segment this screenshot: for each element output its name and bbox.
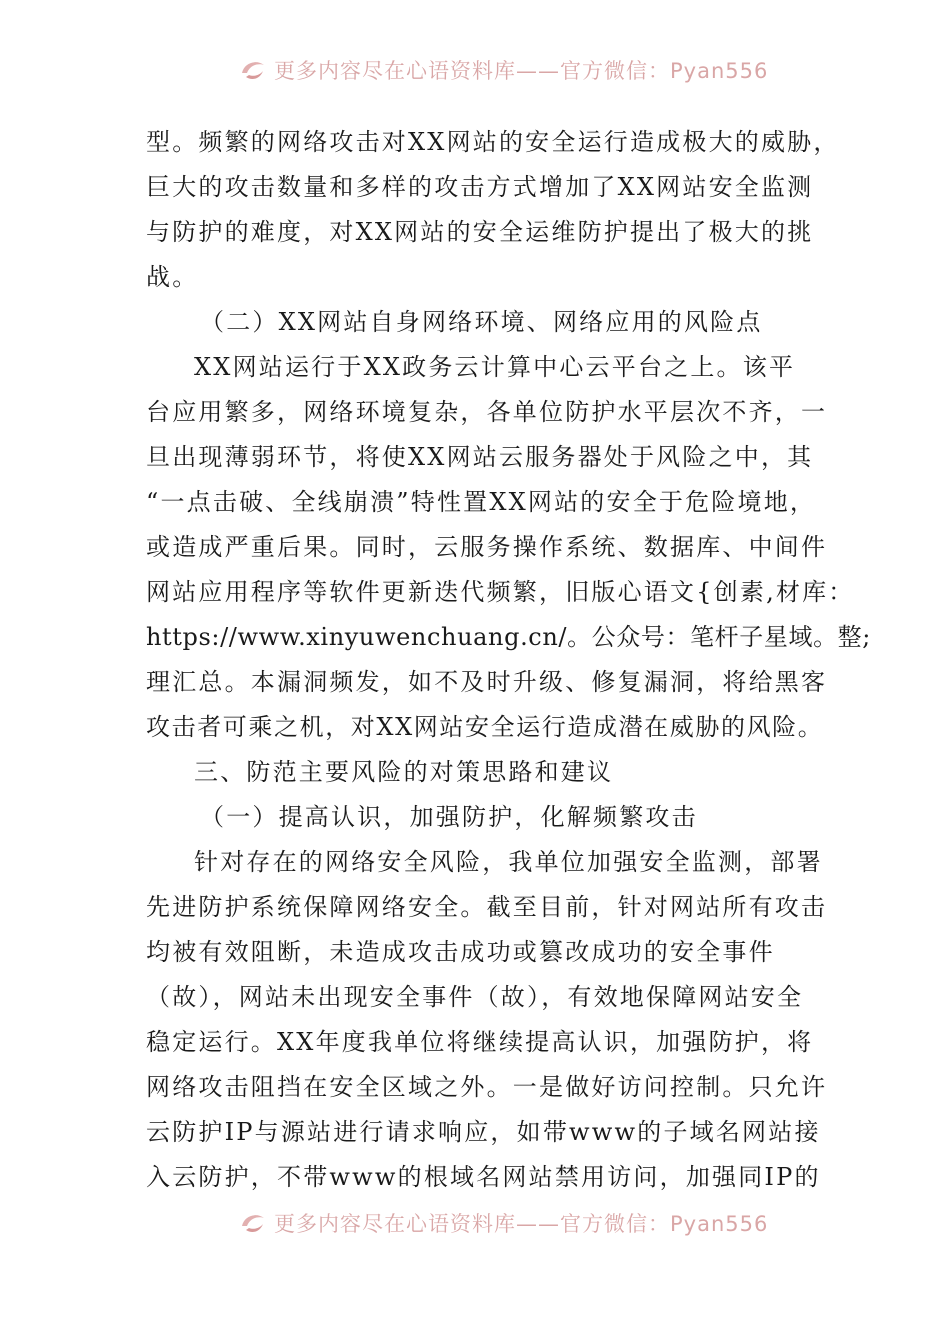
text-line: 或造成严重后果。同时，云服务操作系统、数据库、中间件 xyxy=(146,533,828,561)
text-line: 稳定运行。XX年度我单位将继续提高认识，加强防护，将 xyxy=(146,1028,814,1056)
text-line: 网络攻击阻挡在安全区域之外。一是做好访问控制。只允许 xyxy=(146,1073,828,1101)
text-line: XX网站运行于XX政务云计算中心云平台之上。该平 xyxy=(194,353,796,381)
text-line: 巨大的攻击数量和多样的攻击方式增加了XX网站安全监测 xyxy=(146,173,814,201)
text-line: 与防护的难度，对XX网站的安全运维防护提出了极大的挑 xyxy=(146,218,814,246)
text-line: 入云防护，不带www的根域名网站禁用访问，加强同IP的 xyxy=(146,1163,821,1191)
text-line: 均被有效阻断，未造成攻击成功或篡改成功的安全事件 xyxy=(146,938,775,966)
footer-watermark xyxy=(238,1205,768,1241)
text-line: 理汇总。本漏洞频发，如不及时升级、修复漏洞，将给黑客 xyxy=(146,668,828,696)
text-line: 型。频繁的网络攻击对XX网站的安全运行造成极大的威胁， xyxy=(146,128,840,156)
brand-logo-icon xyxy=(238,1208,268,1238)
text-line: 攻击者可乘之机，对XX网站安全运行造成潜在威胁的风险。 xyxy=(146,713,824,741)
text-line: https://www.xinyuwenchuang.cn/。公众号：笔杆子星域。整; xyxy=(146,623,871,651)
header-watermark xyxy=(238,52,768,88)
text-line: 针对存在的网络安全风险，我单位加强安全监测，部署 xyxy=(194,848,823,876)
header-watermark-text: 更多内容尽在心语资料库——官方微信：Pyan556 xyxy=(274,59,769,83)
section-heading: （二）XX网站自身网络环境、网络应用的风险点 xyxy=(200,308,763,336)
text-line: 战。 xyxy=(146,263,199,291)
document-body xyxy=(146,120,871,1200)
section-heading: 三、防范主要风险的对策思路和建议 xyxy=(194,758,614,786)
footer-watermark-text: 更多内容尽在心语资料库——官方微信：Pyan556 xyxy=(274,1212,769,1236)
text-line: 先进防护系统保障网络安全。截至目前，针对网站所有攻击 xyxy=(146,893,828,921)
brand-logo-icon xyxy=(238,55,268,85)
text-line: 旦出现薄弱环节，将使XX网站云服务器处于风险之中，其 xyxy=(146,443,814,471)
text-line: （故），网站未出现安全事件（故），有效地保障网站安全 xyxy=(146,983,804,1011)
text-line: 台应用繁多，网络环境复杂，各单位防护水平层次不齐，一 xyxy=(146,398,828,426)
text-line: 网站应用程序等软件更新迭代频繁，旧版心语文{创素,材库： xyxy=(146,578,855,606)
section-heading: （一）提高认识，加强防护，化解频繁攻击 xyxy=(200,803,698,831)
text-line: 云防护IP与源站进行请求响应，如带www的子域名网站接 xyxy=(146,1118,821,1146)
text-line: “一点击破、全线崩溃”特性置XX网站的安全于危险境地， xyxy=(146,488,817,516)
